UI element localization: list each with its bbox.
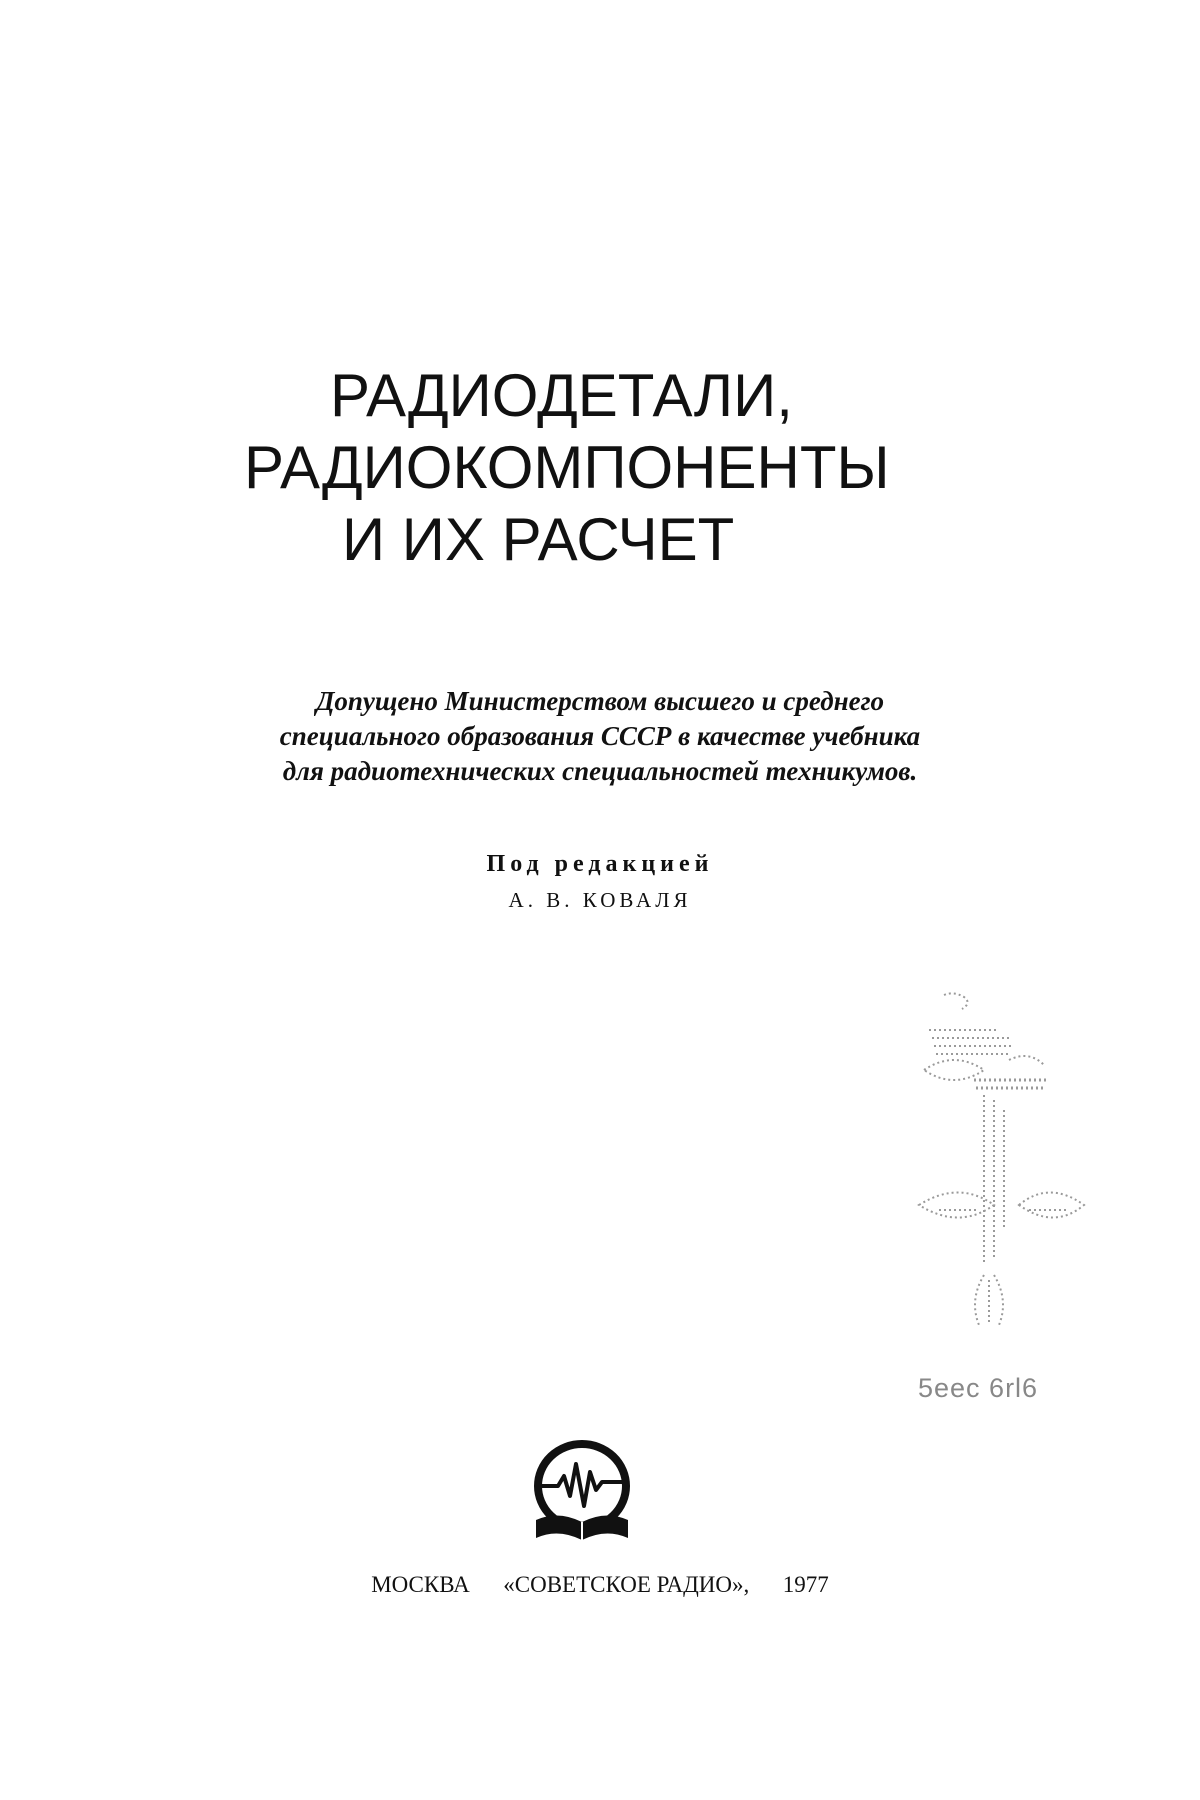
publisher-logo-icon <box>528 1438 636 1544</box>
library-stamp-icon <box>914 990 1094 1330</box>
editor-label: Под редакцией <box>486 851 714 877</box>
approval-line-2: специального образования СССР в качестве учебника <box>279 721 921 751</box>
publication-year: 1977 <box>782 1572 829 1597</box>
editor-name: А. В. КОВАЛЯ <box>508 888 692 912</box>
title-line-2: РАДИОКОМПОНЕНТЫ <box>244 434 890 501</box>
publisher-name: «СОВЕТСКОЕ РАДИО», <box>503 1572 750 1597</box>
title-line-3: И ИХ РАСЧЕТ <box>342 506 735 573</box>
ministry-approval-note <box>0 684 1200 789</box>
publisher-city: МОСКВА <box>371 1572 470 1597</box>
approval-line-1: Допущено Министерством высшего и среднего <box>315 686 885 716</box>
title-line-1: РАДИОДЕТАЛИ, <box>330 362 793 429</box>
publisher-imprint <box>0 1572 1200 1598</box>
stamp-code: 5eec 6rl6 <box>918 1373 1039 1403</box>
approval-line-3: для радиотехнических специальностей техникумов. <box>282 756 918 786</box>
